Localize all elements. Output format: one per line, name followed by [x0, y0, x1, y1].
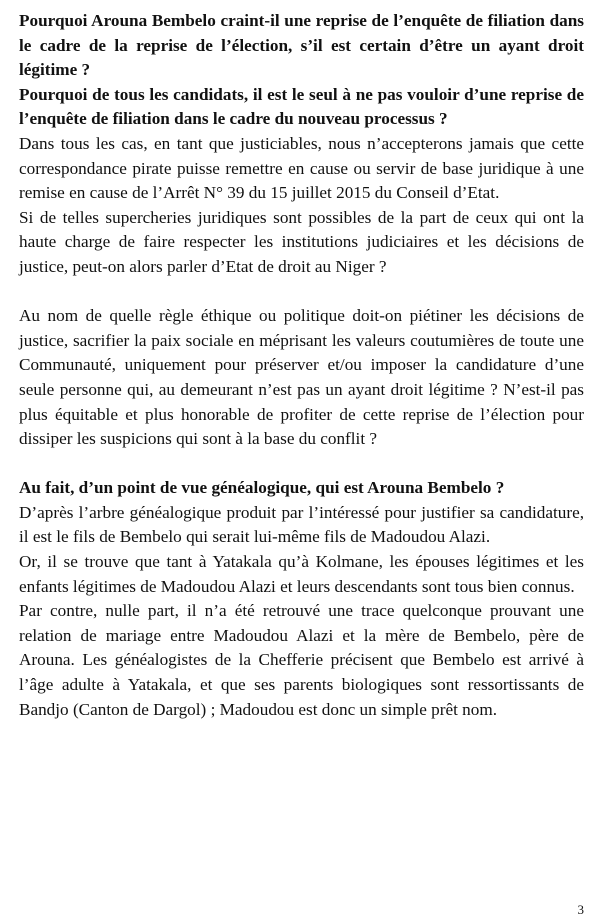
question-paragraph: Pourquoi de tous les candidats, il est le seul à ne pas vouloir d’une reprise de l’enquête de filiation dans le cadre du nouveau processus ?	[19, 84, 584, 129]
paragraph-spacer	[19, 280, 584, 305]
question-paragraph: Pourquoi Arouna Bembelo craint-il une reprise de l’enquête de filiation dans le cadre de la reprise de l’élection, s’il est certain d’être un ayant droit légitime ?	[19, 11, 584, 80]
body-paragraph: Par contre, nulle part, il n’a été retrouvé une trace quelconque prouvant une relation de mariage entre Madoudou Alazi et la mère de Bembelo, père de Arouna. Les généalogistes de la Chefferie précisent que Bembelo est arrivé à l’âge adulte à Yatakala, et que ses parents biologiques sont ressortissants de Bandjo (Canton de Dargol) ; Madoudou est donc un simple prêt nom.	[19, 601, 584, 719]
document-page	[19, 9, 584, 722]
body-paragraph: Or, il se trouve que tant à Yatakala qu’à Kolmane, les épouses légitimes et les enfants légitimes de Madoudou Alazi et leurs descendants sont tous bien connus.	[19, 552, 584, 596]
body-paragraph: Dans tous les cas, en tant que justiciables, nous n’accepterons jamais que cette correspondance pirate puisse remettre en cause ou servir de base juridique à une remise en cause de l’Arrêt N° 39 du 15 juillet 2015 du Conseil d’Etat.	[19, 133, 584, 203]
page-number: 3	[577, 902, 584, 917]
section-heading: Au fait, d’un point de vue généalogique, qui est Arouna Bembelo ?	[19, 478, 505, 498]
body-paragraph: D’après l’arbre généalogique produit par l’intéressé pour justifier sa candidature, il est le fils de Bembelo qui serait lui-même fils de Madoudou Alazi.	[19, 502, 584, 547]
body-paragraph: Au nom de quelle règle éthique ou politique doit-on piétiner les décisions de justice, sacrifier la paix sociale en méprisant les valeurs coutumières de toute une Communauté, uniquement pour préserver et/ou imposer la candidature d’une seule personne qui, au demeurant n’est pas un ayant droit légitime ? N’est-il pas plus équitable et plus honorable de profiter de cette reprise de l’élection pour dissiper les suspicions qui sont à la base du conflit ?	[19, 306, 584, 449]
paragraph-spacer	[19, 452, 584, 477]
body-paragraph: Si de telles supercheries juridiques sont possibles de la part de ceux qui ont la haute charge de faire respecter les institutions judiciaires et les décisions de justice, peut-on alors parler d’Etat de droit au Niger ?	[19, 207, 584, 276]
